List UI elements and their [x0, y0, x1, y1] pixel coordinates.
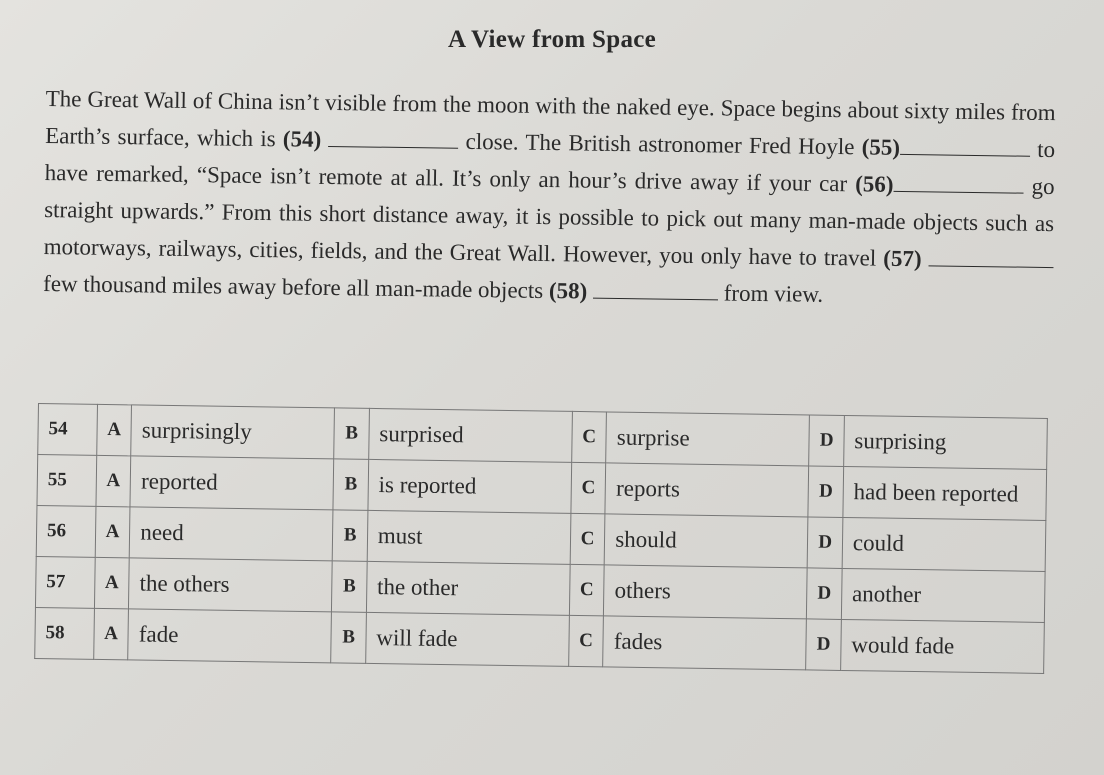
option-text-c[interactable]: others [604, 565, 808, 619]
option-text-a[interactable]: fade [128, 609, 332, 663]
option-text-a[interactable]: surprisingly [131, 405, 335, 459]
option-letter-a: A [94, 608, 129, 660]
option-text-b[interactable]: the other [366, 561, 570, 615]
option-letter-d: D [808, 466, 843, 518]
options-table [34, 403, 1048, 674]
blank-58[interactable] [593, 280, 718, 301]
passage-segment: The Great Wall of China isn’t visible from the moon with the naked eye. Space begins about sixty miles from Earth’s surface, which is [45, 85, 1056, 152]
options-table-body [35, 404, 1048, 674]
option-text-a[interactable]: need [129, 507, 333, 561]
question-number-cell: 54 [38, 404, 98, 456]
option-letter-c: C [572, 411, 607, 463]
option-letter-c: C [571, 462, 606, 514]
option-letter-b: B [333, 510, 368, 562]
blank-56[interactable] [893, 173, 1023, 194]
passage-segment: from view. [717, 280, 824, 307]
option-text-b[interactable]: surprised [368, 408, 572, 462]
option-text-c[interactable]: fades [603, 616, 807, 670]
question-number-56: (56) [855, 171, 894, 197]
option-letter-c: C [570, 513, 605, 565]
option-letter-c: C [569, 615, 604, 667]
question-number-54: (54) [282, 126, 322, 152]
option-letter-c: C [569, 564, 604, 616]
option-text-d[interactable]: another [841, 568, 1045, 622]
option-letter-b: B [332, 561, 367, 613]
question-number-58: (58) [548, 278, 588, 304]
option-letter-a: A [94, 557, 129, 609]
option-letter-a: A [95, 506, 130, 558]
passage-segment: few thousand miles away before all man-made objects [42, 270, 550, 304]
option-letter-b: B [331, 612, 366, 664]
passage-text [43, 80, 1056, 316]
blank-57[interactable] [928, 247, 1053, 268]
question-number-cell: 58 [35, 607, 95, 659]
passage-segment: close. The British astronomer Fred Hoyle [458, 128, 862, 160]
passage-segment: go straight upwards.” From this short distance away, it is possible to pick out many man-made objects such as motorways, railways, cities, fields, and the Great Wall. However, you only have to travel [43, 173, 1055, 271]
option-text-d[interactable]: had been reported [843, 466, 1047, 520]
question-number-cell: 55 [37, 455, 97, 507]
option-text-a[interactable]: the others [129, 558, 333, 612]
option-letter-d: D [808, 517, 843, 569]
option-letter-a: A [97, 404, 132, 456]
option-text-b[interactable]: will fade [365, 612, 569, 666]
question-number-57: (57) [883, 245, 922, 272]
option-letter-d: D [807, 568, 842, 620]
page-title: A View from Space [447, 26, 657, 53]
question-number-55: (55) [861, 134, 901, 160]
option-text-b[interactable]: must [367, 510, 571, 564]
question-number-cell: 56 [36, 505, 96, 557]
option-text-d[interactable]: would fade [840, 619, 1044, 673]
option-text-d[interactable]: could [842, 517, 1046, 571]
option-text-c[interactable]: should [604, 514, 808, 568]
option-text-b[interactable]: is reported [368, 459, 572, 513]
option-text-d[interactable]: surprising [843, 415, 1047, 469]
option-letter-b: B [334, 408, 369, 460]
option-text-a[interactable]: reported [130, 456, 334, 510]
blank-54[interactable] [328, 128, 458, 149]
question-number-cell: 57 [35, 556, 95, 608]
blank-55[interactable] [900, 136, 1030, 157]
option-letter-d: D [806, 619, 841, 671]
option-text-c[interactable]: surprise [606, 412, 810, 466]
option-letter-d: D [809, 415, 844, 467]
passage-segment: to have remarked, “Space isn’t remote at all. It’s only an hour’s drive away if your car [44, 136, 1056, 197]
option-text-c[interactable]: reports [605, 463, 809, 517]
option-letter-a: A [96, 455, 131, 507]
option-letter-b: B [333, 459, 368, 511]
